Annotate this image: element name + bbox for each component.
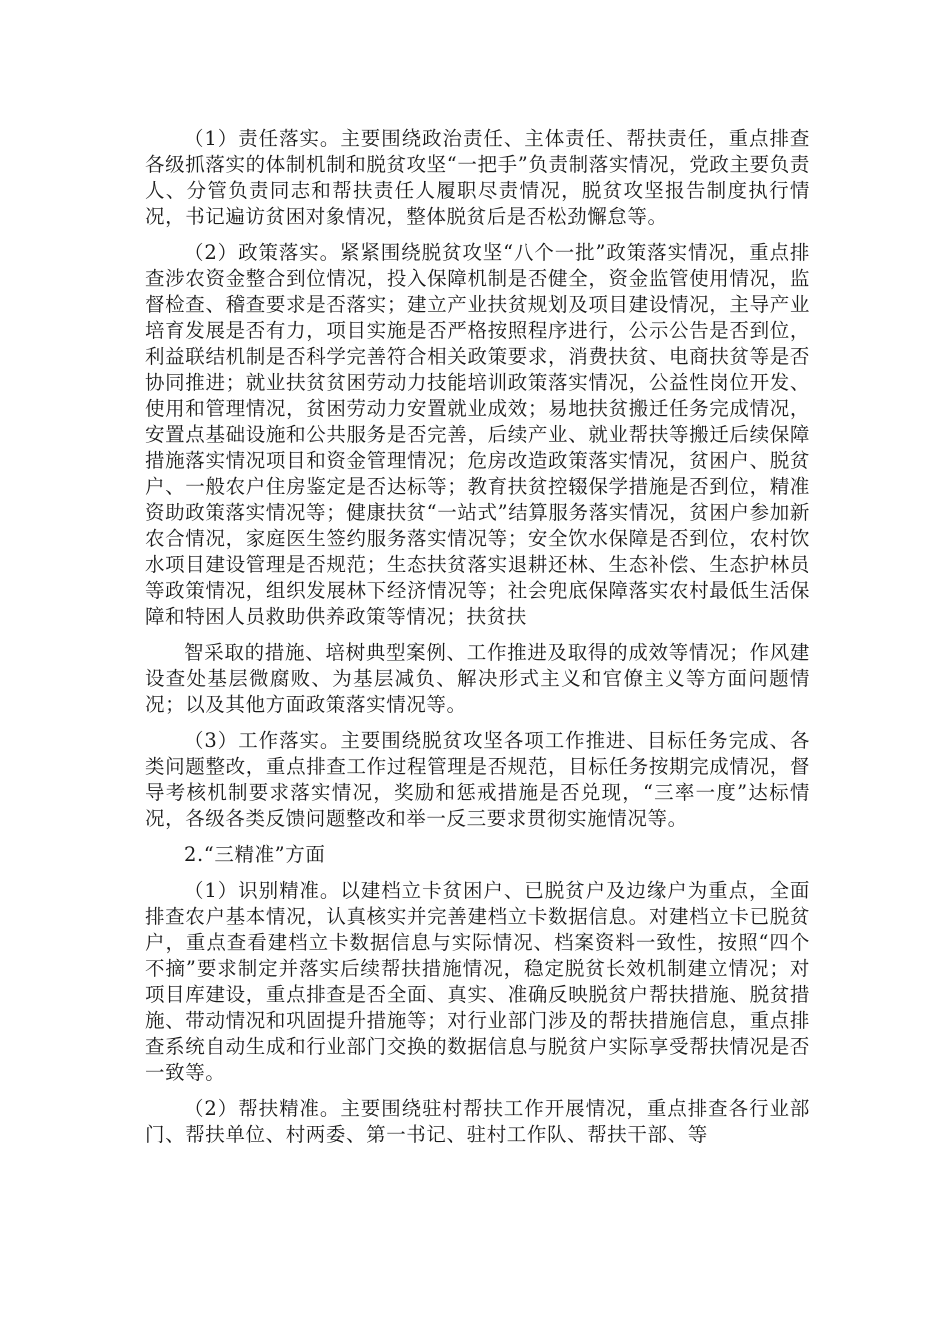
paragraph-responsibility: （1）责任落实。主要围绕政治责任、主体责任、帮扶责任，重点排查各级抓落实的体制机制和脱贫攻坚“一把手”负责制落实情况，党政主要负责人、分管负责同志和帮扶责任人履职尽责情况，脱贫攻坚报告制度执行情况，书记遍访贫困对象情况，整体脱贫后是否松劲懈怠等。 xyxy=(145,127,810,228)
paragraph-policy-continued: 智采取的措施、培树典型案例、工作推进及取得的成效等情况；作风建设查处基层微腐败、为基层减负、解决形式主义和官僚主义等方面问题情况；以及其他方面政策落实情况等。 xyxy=(145,641,810,716)
document-page xyxy=(145,126,810,1158)
paragraph-policy: （2）政策落实。紧紧围绕脱贫攻坚“八个一批”政策落实情况，重点排查涉农资金整合到位情况，投入保障机制是否健全，资金监管使用情况，监督检查、稽查要求是否落实；建立产业扶贫规划及项目建设情况，主导产业培育发展是否有力，项目实施是否严格按照程序进行，公示公告是否到位，利益联结机制是否科学完善符合相关政策要求，消费扶贫、电商扶贫等是否协同推进；就业扶贫贫困劳动力技能培训政策落实情况，公益性岗位开发、使用和管理情况，贫困劳动力安置就业成效；易地扶贫搬迁任务完成情况，安置点基础设施和公共服务是否完善，后续产业、就业帮扶等搬迁后续保障措施落实情况项目和资金管理情况；危房改造政策落实情况，贫困户、脱贫户、一般农户住房鉴定是否达标等；教育扶贫控辍保学措施是否到位，精准资助政策落实情况等；健康扶贫“一站式”结算服务落实情况，贫困户参加新农合情况，家庭医生签约服务落实情况等；安全饮水保障是否到位，农村饮水项目建设管理是否规范；生态扶贫落实退耕还林、生态补偿、生态护林员等政策情况，组织发展林下经济情况等；社会兜底保障落实农村最低生活保障和特困人员救助供养政策等情况；扶贫扶 xyxy=(145,241,810,628)
paragraph-identification: （1）识别精准。以建档立卡贫困户、已脱贫户及边缘户为重点，全面排查农户基本情况，认真核实并完善建档立卡数据信息。对建档立卡已脱贫户，重点查看建档立卡数据信息与实际情况、档案资料一致性，按照“四个不摘”要求制定并落实后续帮扶措施情况，稳定脱贫长效机制建立情况；对项目库建设，重点排查是否全面、真实、准确反映脱贫户帮扶措施、脱贫措施、带动情况和巩固提升措施等；对行业部门涉及的帮扶措施信息，重点排查系统自动生成和行业部门交换的数据信息与脱贫户实际享受帮扶情况是否一致等。 xyxy=(145,879,810,1084)
paragraph-assistance: （2）帮扶精准。主要围绕驻村帮扶工作开展情况，重点排查各行业部门、帮扶单位、村两委、第一书记、驻村工作队、帮扶干部、等 xyxy=(145,1097,810,1146)
section-heading-three-precision: 2.“三精准”方面 xyxy=(184,843,326,866)
paragraph-work: （3）工作落实。主要围绕脱贫攻坚各项工作推进、目标任务完成、各类问题整改，重点排查工作过程管理是否规范，目标任务按期完成情况，督导考核机制要求落实情况，奖励和惩戒措施是否兑现，“三率一度”达标情况，各级各类反馈问题整改和举一反三要求贯彻实施情况等。 xyxy=(145,729,810,830)
